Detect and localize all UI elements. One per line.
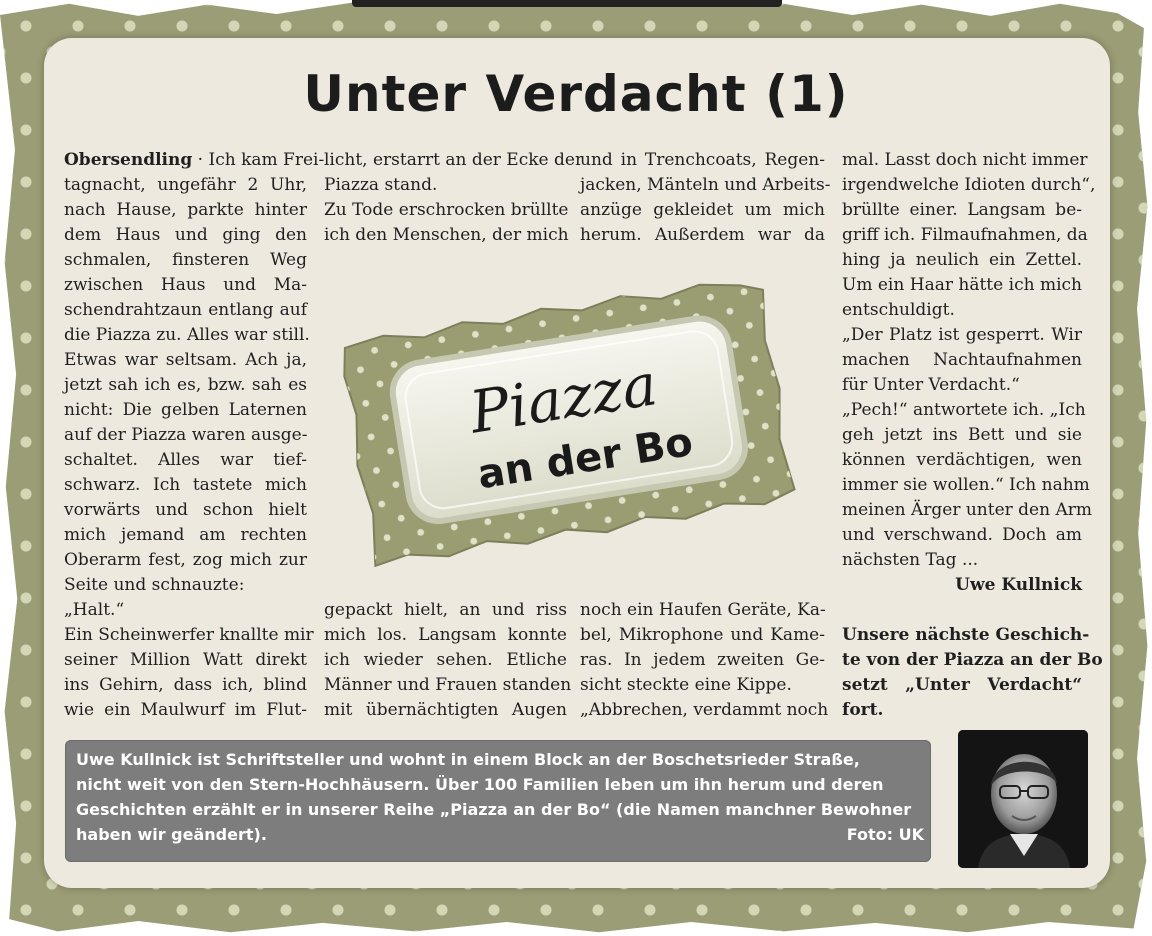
text-line: licht, erstarrt an der Ecke der: [324, 150, 584, 170]
text-line: mal. Lasst doch nicht immer: [842, 150, 1088, 170]
teaser-line: fort.: [842, 700, 884, 720]
text-line: „Pech!“ antwortete ich. „Ich: [842, 400, 1086, 420]
bio-line: haben wir geändert).: [76, 825, 267, 844]
logo-card: [338, 274, 798, 569]
text-line: Um ein Haar hätte ich mich: [842, 275, 1082, 295]
text-line: mich jemand am rechten: [64, 525, 307, 545]
text-line: brüllte einer. Langsam be-: [842, 200, 1082, 220]
text-line: und in Trenchcoats, Regen-: [580, 150, 825, 170]
text-line: tagnacht, ungefähr 2 Uhr,: [64, 175, 307, 195]
teaser-line: Unsere nächste Geschich-: [842, 625, 1090, 645]
text-line: schendrahtzaun entlang auf: [64, 300, 307, 320]
text-line: geh jetzt ins Bett und sie: [842, 425, 1082, 445]
text-line: ins Gehirn, dass ich, blind: [64, 675, 307, 695]
text-line: „Abbrechen, verdammt noch: [580, 700, 829, 720]
bio-last-line: [76, 823, 924, 848]
text-line: griff ich. Filmaufnahmen, da: [842, 225, 1088, 245]
text-line: wie ein Maulwurf im Flut-: [64, 700, 307, 720]
text-line: hing ja neulich ein Zettel.: [842, 250, 1082, 270]
logo-words-an-der-bo: an der Bo: [474, 419, 696, 499]
text-line: Ein Scheinwerfer knallte mir: [64, 625, 314, 645]
text-line: zwischen Haus und Ma-: [64, 275, 307, 295]
author-signature: Uwe Kullnick: [955, 575, 1082, 595]
teaser-line: te von der Piazza an der Bo: [842, 650, 1103, 670]
text-line: Obersendling · Ich kam Frei-: [64, 150, 325, 170]
text-line: nach Hause, parkte hinter: [64, 200, 307, 220]
text-line: Männer und Frauen standen: [324, 675, 572, 695]
bio-line: nicht weit von den Stern-Hochhäusern. Über 100 Familien leben um ihn herum und deren: [76, 775, 884, 794]
text-line: Piazza stand.: [324, 175, 438, 195]
text-line: herum. Außerdem war da: [580, 225, 825, 245]
author-photo: [958, 730, 1088, 868]
text-line: dem Haus und ging den: [64, 225, 307, 245]
dateline: Obersendling: [64, 150, 193, 170]
text-line: ich den Menschen, der mich: [324, 225, 569, 245]
text-line: vorwärts und schon hielt: [64, 500, 307, 520]
text-line: noch ein Haufen Geräte, Ka-: [580, 600, 826, 620]
text-line: schwarz. Ich tastete mich: [64, 475, 307, 495]
text-line: für Unter Verdacht.“: [842, 375, 1020, 395]
article-headline: Unter Verdacht (1): [303, 65, 849, 123]
text-line: mich los. Langsam konnte: [324, 625, 567, 645]
text-line: „Halt.“: [64, 600, 125, 620]
bio-line: Uwe Kullnick ist Schriftsteller und wohnt in einem Block an der Boschetsrieder Straße,: [76, 750, 860, 769]
text-line: ras. In jedem zweiten Ge-: [580, 650, 825, 670]
author-bio-text: [76, 748, 924, 848]
teaser-line: setzt „Unter Verdacht“: [842, 675, 1082, 695]
article-column-3-bottom: [580, 598, 829, 723]
text-line: die Piazza zu. Alles war still.: [64, 325, 310, 345]
text-line: nicht: Die gelben Laternen: [64, 400, 307, 420]
author-bio-box: [65, 740, 931, 862]
text-line: jetzt sah ich es, bzw. sah es: [64, 375, 307, 395]
text-line: können verdächtigen, wen: [842, 450, 1082, 470]
logo-word-piazza: Piazza: [465, 350, 662, 447]
bio-line: Geschichten erzählt er in unserer Reihe „Piazza an der Bo“ (die Namen manchner Bewohner: [76, 800, 912, 819]
text-line: mit übernächtigten Augen: [324, 700, 567, 720]
text-line: immer sie wollen.“ Ich nahm: [842, 475, 1090, 495]
text-line: schaltet. Alles war tief-: [64, 450, 307, 470]
text-line: sicht steckte eine Kippe.: [580, 675, 792, 695]
text-line: bel, Mikrophone und Kame-: [580, 625, 825, 645]
photo-credit: Foto: UK: [846, 825, 924, 844]
article-column-2-top: [324, 148, 584, 248]
article-column-1: [64, 148, 325, 723]
text-line: auf der Piazza waren ausge-: [64, 425, 308, 445]
article-column-3-top: [580, 148, 831, 248]
text-line: Oberarm fest, zog mich zur: [64, 550, 307, 570]
text-line: entschuldigt.: [842, 300, 955, 320]
text-line: ich wieder sehen. Etliche: [324, 650, 567, 670]
text-line: irgendwelche Idioten durch“,: [842, 175, 1096, 195]
text-line: machen Nachtaufnahmen: [842, 350, 1082, 370]
text-line: anzüge gekleidet um mich: [580, 200, 825, 220]
top-edge-bar: [352, 0, 782, 7]
text-line: Zu Tode erschrocken brüllte: [324, 200, 569, 220]
text-line: gepackt hielt, an und riss: [324, 600, 567, 620]
text-line: seiner Million Watt direkt: [64, 650, 307, 670]
text-line: jacken, Mänteln und Arbeits-: [580, 175, 831, 195]
article-column-4: [842, 148, 1096, 598]
text-line: und verschwand. Doch am: [842, 525, 1082, 545]
text-line: Seite und schnauzte:: [64, 575, 245, 595]
next-story-teaser: [842, 623, 1103, 723]
text-line: meinen Ärger unter den Arm: [842, 500, 1092, 520]
text-line: nächsten Tag ...: [842, 550, 979, 570]
piazza-an-der-bo-logo: [330, 262, 806, 582]
text-line: Etwas war seltsam. Ach ja,: [64, 350, 307, 370]
text-line: „Der Platz ist gesperrt. Wir: [842, 325, 1082, 345]
text-line: schmalen, finsteren Weg: [64, 250, 307, 270]
article-column-2-bottom: [324, 598, 572, 723]
